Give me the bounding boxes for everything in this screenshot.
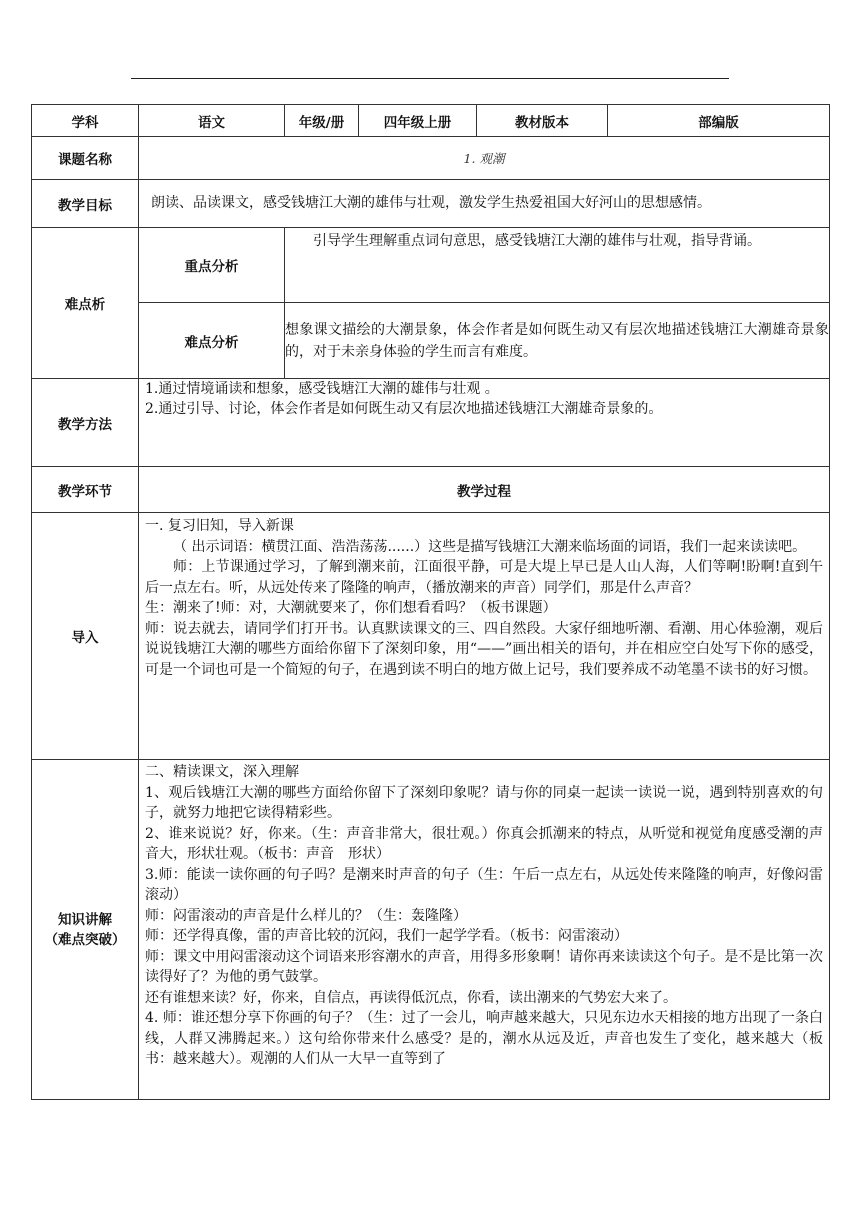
hard-analysis-row <box>32 303 830 379</box>
subject-value: 语文 <box>139 105 285 137</box>
knowledge-row <box>32 760 830 1100</box>
edition-label: 教材版本 <box>477 105 608 137</box>
method-line: 2.通过引导、讨论，体会作者是如何既生动又有层次地描述钱塘江大潮雄奇景象的。 <box>145 401 663 417</box>
topic-row <box>32 137 830 180</box>
intro-paragraph: 师：上节课通过学习，了解到潮来前，江面很平静，可是大堤上早已是人山人海，人们等啊!盼啊!直到午后一点左右。听，从远处传来了隆隆的响声，（播放潮来的声音）同学们，那是什么声音？ <box>145 559 823 596</box>
knowledge-paragraph: 2、谁来说说？好，你来。（生：声音非常大，很壮观。）你真会抓潮来的特点，从听觉和视觉角度感受潮的声音大，形状壮观。（板书：声音 形状） <box>145 825 823 862</box>
key-analysis-label: 重点分析 <box>139 228 285 303</box>
header-rule <box>131 78 729 79</box>
knowledge-label-line1: 知识讲解 <box>58 911 112 928</box>
method-cell <box>139 379 830 467</box>
hard-analysis-label: 难点分析 <box>139 303 285 379</box>
intro-paragraph: （ 出示词语：横贯江面、浩浩荡荡......）这些是描写钱塘江大潮来临场面的词语，我们一起来读读吧。 <box>173 538 807 555</box>
process-label: 教学过程 <box>139 467 830 513</box>
key-analysis-cell <box>285 228 830 303</box>
knowledge-label <box>32 760 139 1100</box>
knowledge-paragraph: 师：还学得真像，雷的声音比较的沉闷，我们一起学学看。（板书：闷雷滚动） <box>145 928 628 944</box>
knowledge-paragraph: 4. 师：谁还想分享下你画的句子？（生：过了一会儿，响声越来越大，只见东边水天相接的地方出现了一条白线，人群又沸腾起来。）这句给你带来什么感受？是的，潮水从远及近，声音也发生了变化，越来越大（板书：越来越大）。观潮的人们从一大早一直等到了 <box>145 1010 823 1067</box>
lesson-plan-table <box>31 104 830 1100</box>
difficulty-label: 难点析 <box>32 228 139 379</box>
knowledge-paragraph: 师：闷雷滚动的声音是什么样儿的？（生：轰隆隆） <box>145 907 467 924</box>
knowledge-label-line2: （难点突破） <box>44 931 126 948</box>
intro-label: 导入 <box>32 513 139 760</box>
edition-value: 部编版 <box>608 105 830 137</box>
process-stage-label: 教学环节 <box>32 467 139 513</box>
key-analysis-text: 引导学生理解重点词句意思，感受钱塘江大潮的雄伟与壮观，指导背诵。 <box>313 233 761 249</box>
method-line: 1.通过情境诵读和想象，感受钱塘江大潮的雄伟与壮观 。 <box>145 381 499 397</box>
key-analysis-row <box>32 228 830 303</box>
objective-row <box>32 180 830 228</box>
knowledge-cell <box>139 760 830 1100</box>
intro-paragraph: 师：说去就去，请同学们打开书。认真默读课文的三、四自然段。大家仔细地听潮、看潮、用心体验潮，观后说说钱塘江大潮的哪些方面给你留下了深刻印象，用“——”画出相关的语句，并在相应空白处写下你的感受，可是一个词也可是一个简短的句子，在遇到读不明白的地方做上记号，我们要养成不动笔墨不读书的好习惯。 <box>145 620 823 678</box>
process-header-row <box>32 467 830 513</box>
intro-row <box>32 513 830 760</box>
header-row <box>32 105 830 137</box>
objective-label: 教学目标 <box>32 180 139 228</box>
topic-label: 课题名称 <box>32 137 139 180</box>
subject-label: 学科 <box>32 105 139 137</box>
method-label: 教学方法 <box>32 379 139 467</box>
intro-cell <box>139 513 830 760</box>
knowledge-paragraph: 3.师：能读一读你画的句子吗？是潮来时声音的句子（生：午后一点左右，从远处传来隆隆的响声，好像闷雷滚动） <box>145 866 823 903</box>
method-row <box>32 379 830 467</box>
objective-text: 朗读、品读课文，感受钱塘江大潮的雄伟与壮观，激发学生热爱祖国大好河山的思想感情。 <box>139 180 830 228</box>
knowledge-paragraph: 师：课文中用闷雷滚动这个词语来形容潮水的声音，用得多形象啊！请你再来读读这个句子。是不是比第一次读得好了？为他的勇气鼓掌。 <box>145 948 823 985</box>
knowledge-heading: 二、精读课文，深入理解 <box>145 764 299 780</box>
knowledge-paragraph: 还有谁想来读？好，你来，自信点，再读得低沉点，你看，读出潮来的气势宏大来了。 <box>145 989 677 1006</box>
grade-value: 四年级上册 <box>359 105 477 137</box>
hard-analysis-text: 想象课文描绘的大潮景象，体会作者是如何既生动又有层次地描述钱塘江大潮雄奇景象的，对于未亲身体验的学生而言有难度。 <box>285 303 830 379</box>
topic-value: 1. 观潮 <box>139 137 830 180</box>
knowledge-paragraph: 1、观后钱塘江大潮的哪些方面给你留下了深刻印象呢？请与你的同桌一起读一读说一说，遇到特别喜欢的句子，就努力地把它读得精彩些。 <box>145 784 823 821</box>
grade-label: 年级/册 <box>285 105 359 137</box>
intro-paragraph: 生：潮来了!师：对，大潮就要来了，你们想看看吗？（板书课题） <box>145 600 557 616</box>
intro-heading: 一. 复习旧知，导入新课 <box>145 518 294 534</box>
